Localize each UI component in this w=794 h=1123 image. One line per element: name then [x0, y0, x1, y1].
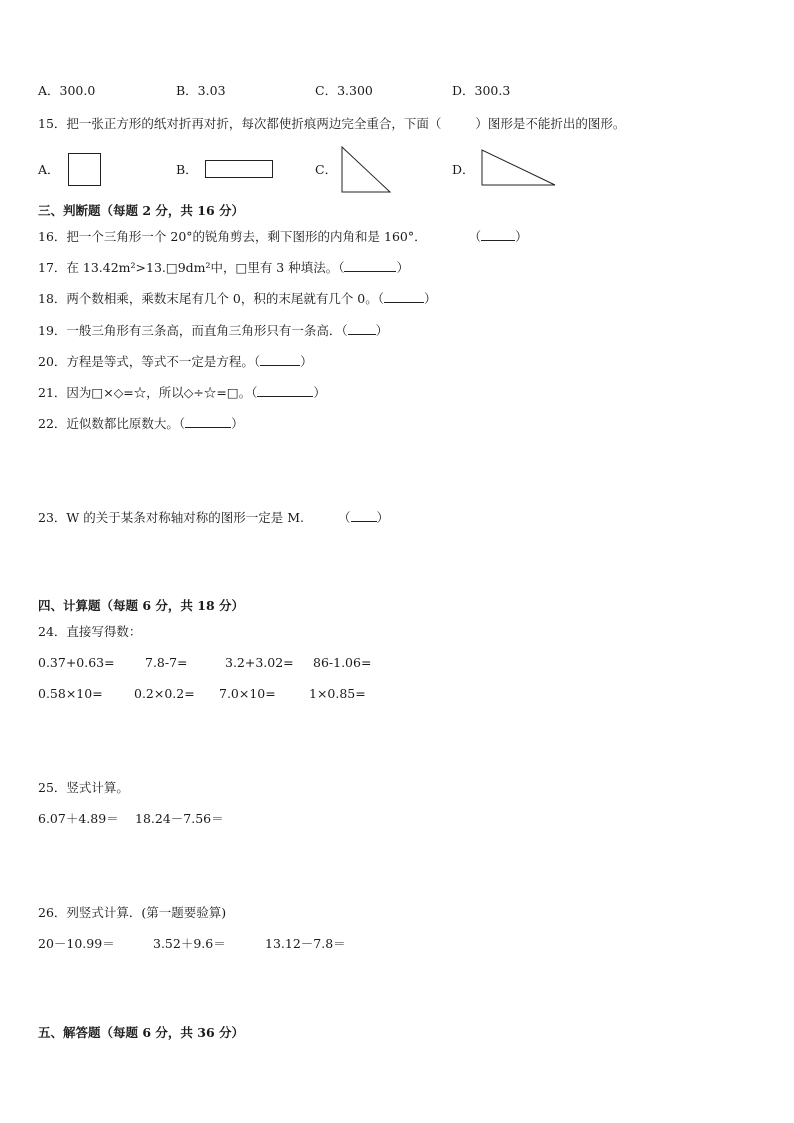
section3-title: 三、判断题（每题 2 分，共 16 分）	[38, 203, 245, 218]
q21-question	[38, 384, 326, 402]
q18-question	[38, 290, 437, 308]
q23-question	[38, 509, 389, 527]
q26-item-2: 3.52＋9.6＝	[153, 936, 226, 951]
square-icon	[68, 153, 102, 187]
q18-close: ）	[424, 291, 437, 306]
q15-text-before: 15．把一张正方形的纸对折再对折，每次都使折痕两边完全重合，下面（	[38, 116, 442, 131]
q24-item-2: 7.8-7=	[145, 655, 188, 670]
q19-text: 19．一般三角形有三条高，而直角三角形只有一条高．（	[38, 323, 348, 338]
q15-option-b: B．	[176, 162, 198, 177]
q20-question	[38, 353, 313, 371]
q25-title: 25．竖式计算。	[38, 780, 129, 795]
q15-question	[38, 115, 625, 133]
section5-title: 五、解答题（每题 6 分，共 36 分）	[38, 1025, 245, 1040]
q21-text: 21．因为□×◇=☆，所以◇÷☆=□。（	[38, 385, 258, 400]
q24-item-8: 1×0.85=	[309, 686, 366, 701]
q14-option-d: D．300.3	[452, 83, 511, 98]
q21-answer-blank[interactable]	[257, 384, 313, 397]
q16-open: （	[468, 229, 482, 244]
q16-answer-blank[interactable]	[481, 228, 515, 241]
q23-text: 23．W 的关于某条对称轴对称的图形一定是 M.	[38, 510, 304, 525]
q26-title: 26．列竖式计算．(第一题要验算)	[38, 905, 227, 920]
q25-item-1: 6.07＋4.89＝	[38, 811, 119, 826]
q19-close: ）	[375, 323, 389, 338]
section4-title: 四、计算题（每题 6 分，共 18 分）	[38, 598, 245, 613]
q18-answer-blank[interactable]	[384, 290, 424, 303]
q24-title: 24．直接写得数：	[38, 624, 142, 639]
q17-answer-blank[interactable]	[344, 259, 396, 272]
q24-item-7: 7.0×10=	[219, 686, 276, 701]
q17-close: ）	[396, 260, 409, 275]
rectangle-icon	[205, 160, 275, 179]
q24-item-3: 3.2+3.02=	[225, 655, 294, 670]
q22-close: ）	[231, 416, 244, 431]
q18-text: 18．两个数相乘，乘数末尾有几个 0，积的末尾就有几个 0。（	[38, 291, 385, 306]
obtuse-triangle-icon	[480, 149, 558, 187]
q23-answer-blank[interactable]	[351, 509, 377, 522]
q15-option-c: C．	[315, 162, 338, 177]
right-triangle-icon	[340, 146, 392, 194]
q14-option-c: C．3.300	[315, 83, 373, 98]
q23-close: ）	[376, 510, 390, 525]
q24-item-5: 0.58×10=	[38, 686, 103, 701]
q14-option-a: A．300.0	[38, 83, 96, 98]
q22-answer-blank[interactable]	[185, 415, 231, 428]
q22-text: 22．近似数都比原数大。（	[38, 416, 186, 431]
q15-text-after: ）图形是不能折出的图形。	[475, 116, 626, 131]
q20-close: ）	[300, 354, 313, 369]
q15-option-d: D．	[452, 162, 475, 177]
q20-answer-blank[interactable]	[260, 353, 300, 366]
q20-text: 20．方程是等式，等式不一定是方程。（	[38, 354, 261, 369]
q24-item-1: 0.37+0.63=	[38, 655, 115, 670]
q14-option-b: B．3.03	[176, 83, 226, 98]
q15-option-a: A．	[38, 162, 60, 177]
q21-close: ）	[313, 385, 326, 400]
q17-text: 17．在 13.42m²>13.□9dm²中，□里有 3 种填法。（	[38, 260, 345, 275]
q16-close: ）	[515, 229, 528, 244]
q22-question	[38, 415, 244, 433]
q17-question	[38, 259, 409, 277]
q26-item-1: 20－10.99＝	[38, 936, 115, 951]
q19-question	[38, 322, 388, 340]
q23-open: （	[337, 510, 351, 525]
q26-item-3: 13.12－7.8＝	[265, 936, 346, 951]
q16-question	[38, 228, 528, 246]
q19-answer-blank[interactable]	[348, 322, 376, 335]
q25-item-2: 18.24－7.56＝	[135, 811, 224, 826]
q24-item-6: 0.2×0.2=	[134, 686, 195, 701]
q16-text: 16．把一个三角形一个 20°的锐角剪去，剩下图形的内角和是 160°．	[38, 229, 427, 244]
q24-item-4: 86-1.06=	[313, 655, 372, 670]
